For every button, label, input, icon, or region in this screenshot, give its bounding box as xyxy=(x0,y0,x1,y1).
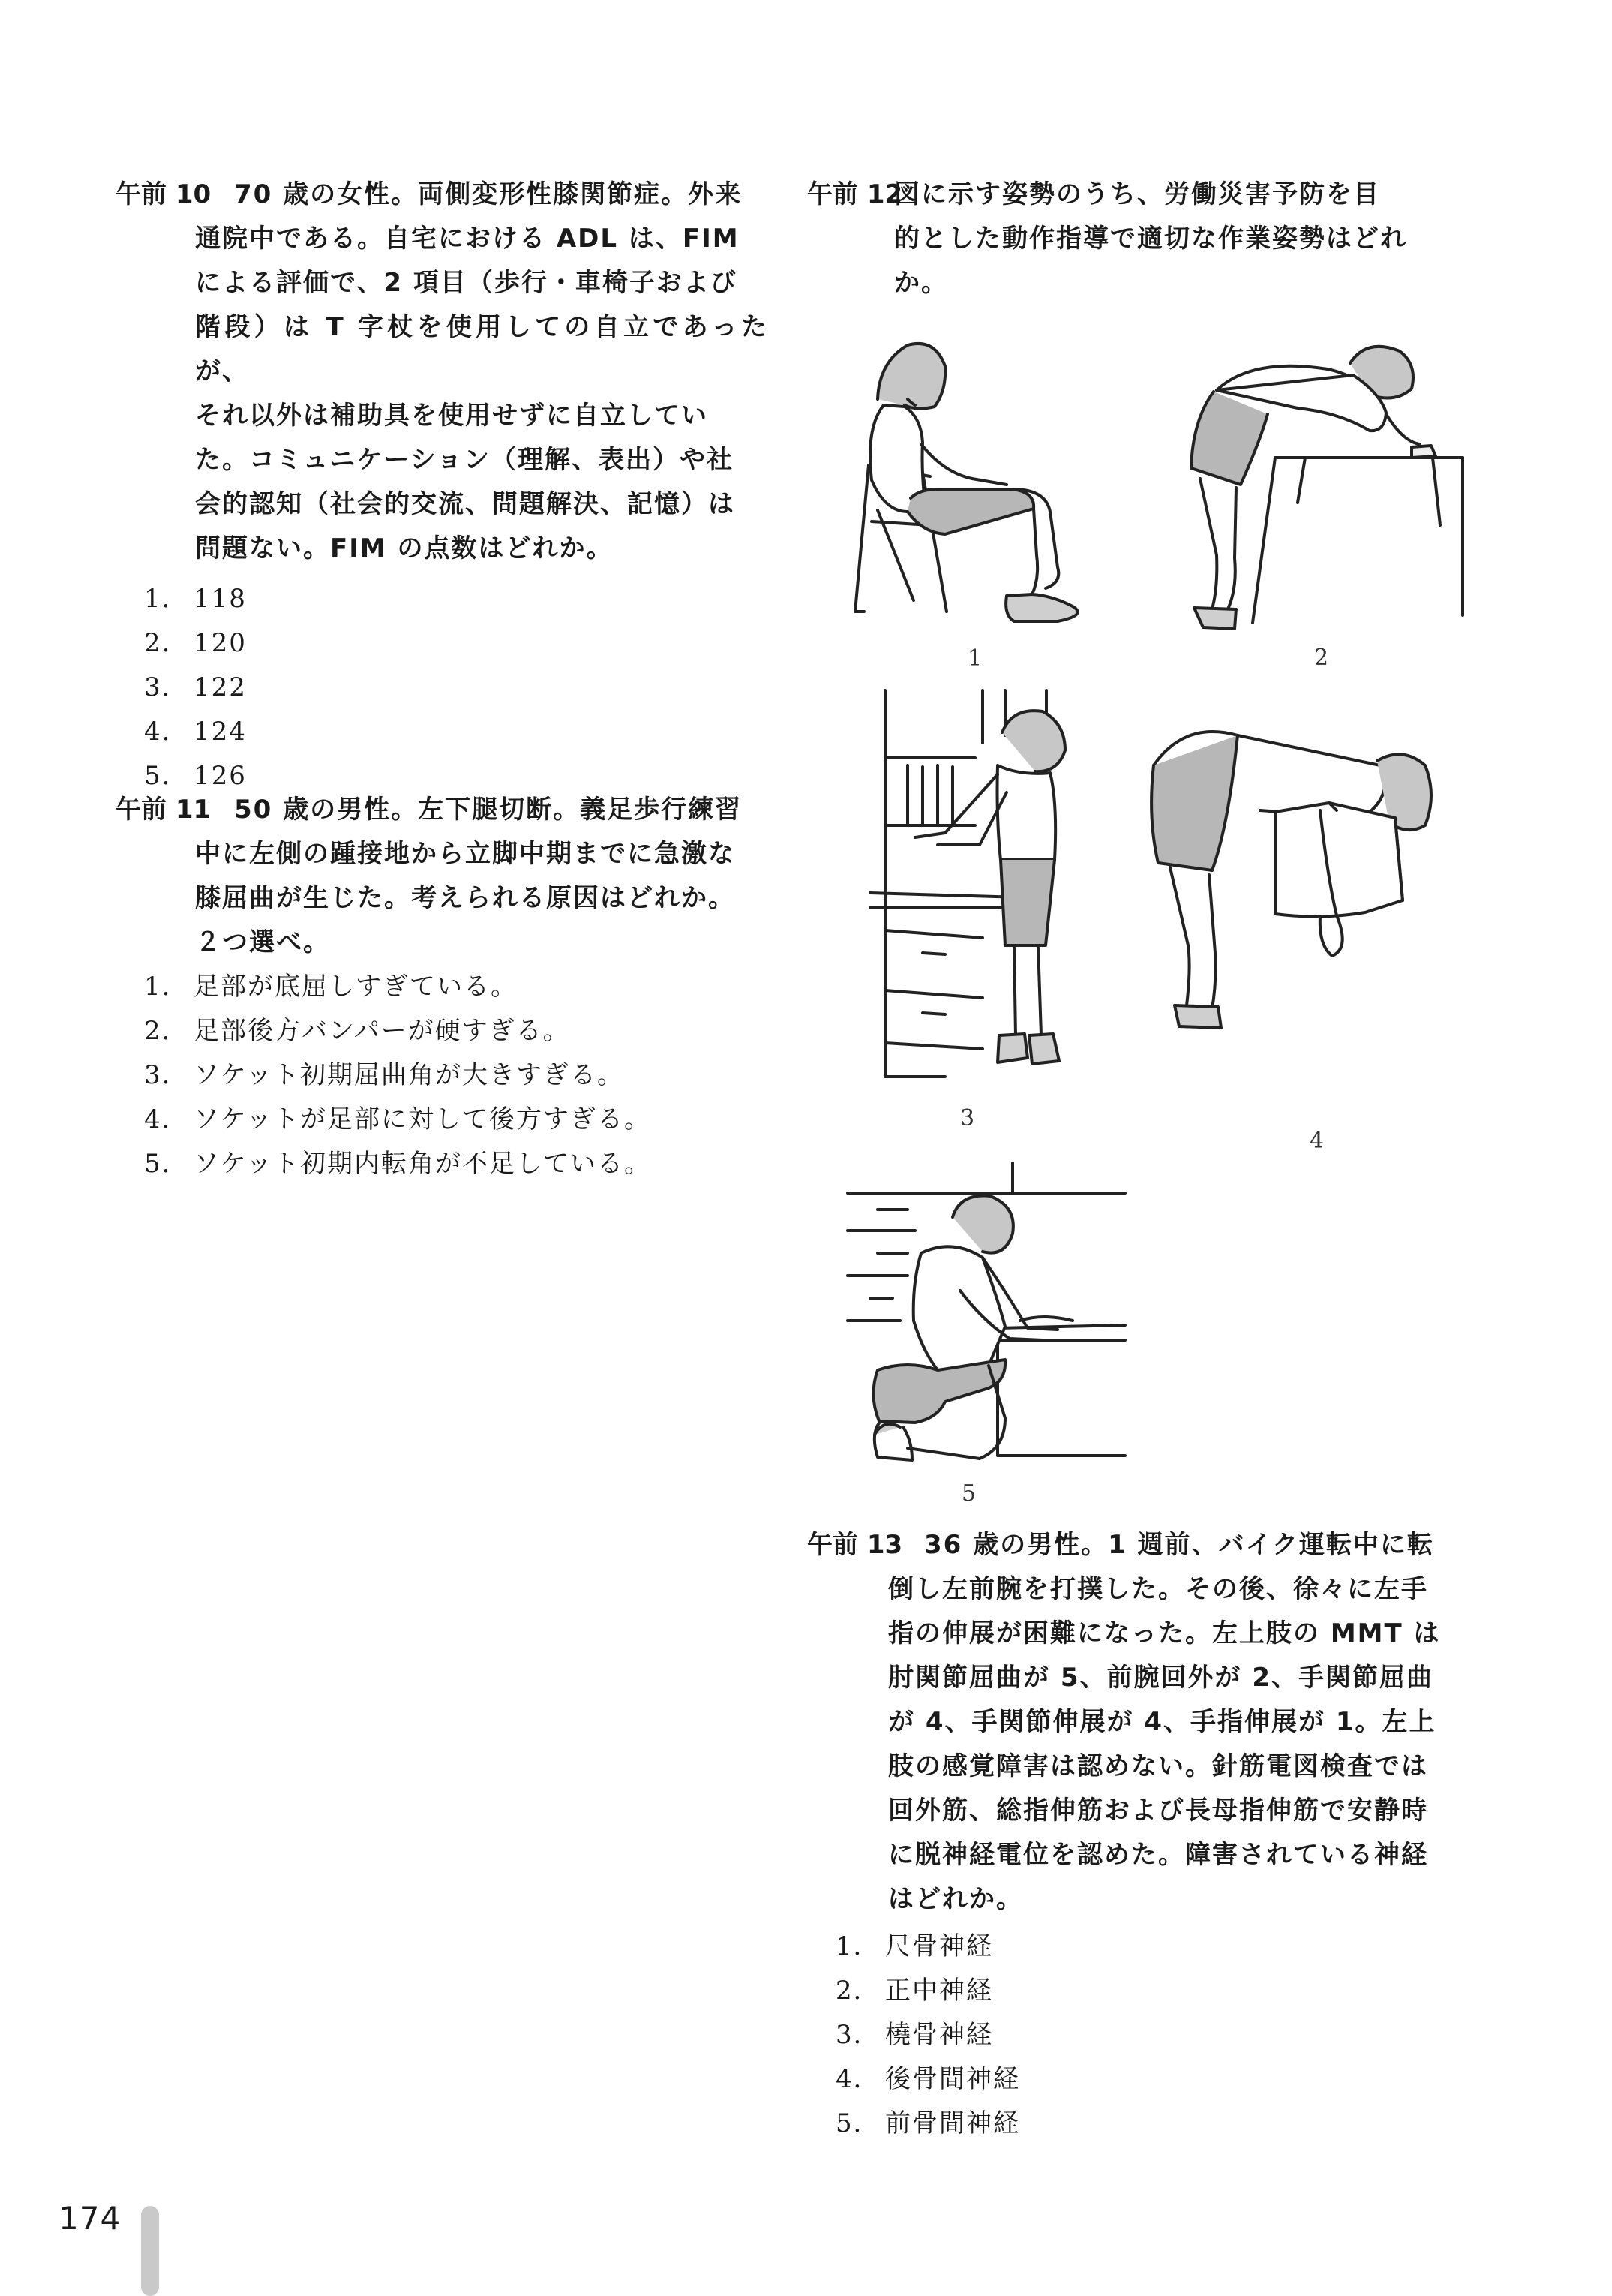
question-line: が 4、手関節伸展が 4、手指伸展が 1。左上 xyxy=(888,1707,1436,1737)
question-number: 午前 12 xyxy=(807,179,903,209)
choice-item[interactable]: 1． 118 xyxy=(144,584,247,614)
question-line: か。 xyxy=(894,268,948,298)
figure-5-squatting-shelf xyxy=(848,1163,1125,1507)
question-number: 午前 10 xyxy=(116,179,212,209)
question-line: 肢の感覚障害は認めない。針筋電図検査では xyxy=(888,1751,1428,1781)
question-13 xyxy=(807,1523,1482,2146)
figure-label-1: 1 xyxy=(968,645,983,672)
question-line: 的とした動作指導で適切な作業姿勢はどれ xyxy=(894,224,1407,254)
question-line: 指の伸展が困難になった。左上肢の MMT は xyxy=(888,1618,1441,1648)
question-text-first-line: 図に示す姿勢のうち、労働災害予防を目 xyxy=(894,179,1380,209)
choice-item[interactable]: 5． ソケット初期内転角が不足している。 xyxy=(144,1149,651,1179)
question-line: 肘関節屈曲が 5、前腕回外が 2、手関節屈曲 xyxy=(888,1663,1433,1693)
question-12 xyxy=(807,173,1482,305)
question-line: た。コミュニケーション（理解、表出）や社 xyxy=(195,445,734,475)
question-text-first-line: 70 歳の女性。両側変形性膝関節症。外来 xyxy=(234,179,743,209)
page-edge-tab xyxy=(141,2206,159,2296)
question-line: 回外筋、総指伸筋および長母指伸筋で安静時 xyxy=(888,1796,1428,1826)
question-line: それ以外は補助具を使用せずに自立してい xyxy=(195,401,708,431)
figure-3-reaching-shelf xyxy=(855,690,1103,1131)
choice-list xyxy=(116,577,768,798)
figure-4-lifting-box xyxy=(1140,720,1455,1154)
question-13-header xyxy=(807,1523,1482,1567)
choice-item[interactable]: 4． ソケットが足部に対して後方すぎる。 xyxy=(144,1104,651,1134)
figure-label-2: 2 xyxy=(1314,645,1329,671)
figure-2-bending-table xyxy=(1148,330,1463,671)
question-13-body xyxy=(807,1567,1482,1922)
question-11-body xyxy=(116,832,768,921)
question-10-body xyxy=(116,217,768,571)
question-10-header xyxy=(116,173,768,217)
page-number: 174 xyxy=(59,2200,122,2237)
choice-list xyxy=(116,965,768,1186)
question-line: 膝屈曲が生じた。考えられる原因はどれか。 xyxy=(195,883,735,913)
question-line: に脱神経電位を認めた。障害されている神経 xyxy=(888,1840,1428,1870)
question-12-header xyxy=(807,173,1482,217)
question-11-header xyxy=(116,788,768,832)
figure-label-3: 3 xyxy=(960,1105,975,1131)
choice-item[interactable]: 4． 後骨間神経 xyxy=(836,2064,1020,2094)
choice-item[interactable]: 5． 126 xyxy=(144,761,247,791)
choice-item[interactable]: 5． 前骨間神経 xyxy=(836,2108,1020,2138)
question-line: 倒し左前腕を打撲した。その後、徐々に左手 xyxy=(888,1574,1428,1604)
choice-item[interactable]: 3． 橈骨神経 xyxy=(836,2020,993,2050)
question-line: 階段）は T 字杖を使用しての自立であったが、 xyxy=(195,312,768,386)
choice-list xyxy=(807,1925,1482,2146)
choice-item[interactable]: 1． 足部が底屈しすぎている。 xyxy=(144,972,518,1002)
choice-item[interactable]: 2． 正中神経 xyxy=(836,1976,993,2006)
question-11 xyxy=(116,788,768,1186)
choice-item[interactable]: 4． 124 xyxy=(144,717,247,747)
question-instruction: ２つ選べ。 xyxy=(195,927,330,957)
question-text-first-line: 36 歳の男性。1 週前、バイク運転中に転 xyxy=(924,1530,1434,1560)
question-text-first-line: 50 歳の男性。左下腿切断。義足歩行練習 xyxy=(234,795,743,825)
question-line: 通院中である。自宅における ADL は、FIM xyxy=(195,224,740,254)
figure-label-5: 5 xyxy=(962,1480,977,1507)
question-number: 午前 13 xyxy=(807,1530,903,1560)
question-line: 会的認知（社会的交流、問題解決、記憶）は xyxy=(195,489,735,519)
question-line: による評価で、2 項目（歩行・車椅子および xyxy=(195,268,737,298)
choice-item[interactable]: 2． 120 xyxy=(144,628,247,658)
choice-item[interactable]: 3． ソケット初期屈曲角が大きすぎる。 xyxy=(144,1060,624,1090)
question-number: 午前 11 xyxy=(116,795,212,825)
figure-1-sitting-posture xyxy=(833,315,1103,672)
choice-item[interactable]: 2． 足部後方バンパーが硬すぎる。 xyxy=(144,1016,570,1046)
question-line: 中に左側の踵接地から立脚中期までに急激な xyxy=(195,839,735,869)
question-line: 問題ない。FIM の点数はどれか。 xyxy=(195,533,614,563)
question-12-body xyxy=(807,217,1482,305)
choice-item[interactable]: 1． 尺骨神経 xyxy=(836,1931,993,1961)
choice-item[interactable]: 3． 122 xyxy=(144,672,247,702)
question-line: はどれか。 xyxy=(888,1884,1023,1914)
question-10 xyxy=(116,173,768,798)
figure-label-4: 4 xyxy=(1310,1128,1325,1154)
